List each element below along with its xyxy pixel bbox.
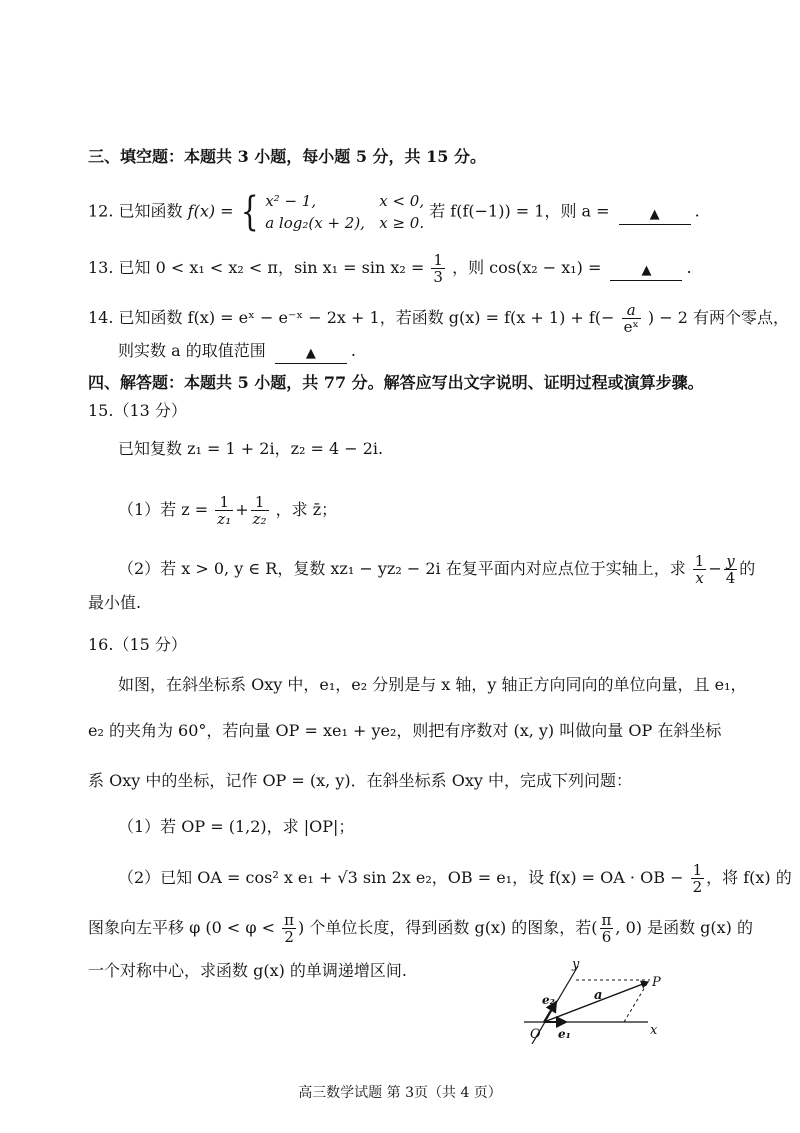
- q16-p2-c-frac-den: 2: [284, 928, 294, 946]
- q13-end: .: [686, 258, 692, 277]
- q15-p1-f2-den: z₂: [252, 510, 267, 528]
- triangle-icon: ▲: [305, 346, 316, 361]
- q15-p2-f2-num: y: [724, 553, 738, 570]
- triangle-icon: ▲: [649, 206, 660, 222]
- q12-number: 12.: [88, 201, 114, 221]
- q16-line3: 系 Oxy 中的坐标，记作 OP = (x, y)．在斜坐标系 Oxy 中，完成下列问题：: [88, 771, 632, 790]
- triangle-icon: ▲: [641, 263, 652, 278]
- q16-p2-d: ) 个单位长度，得到函数 g(x) 的图象，若(: [298, 918, 598, 937]
- q15-part1: [118, 494, 740, 527]
- q16-part2-line2: [88, 911, 753, 946]
- q16-p2-d-frac-den: 6: [601, 928, 612, 946]
- label-e2: e₂: [542, 993, 555, 1007]
- q12-case1-expr: x² − 1,: [265, 192, 317, 210]
- q12-end: .: [694, 201, 700, 221]
- q16-p2-d-frac-num: π: [601, 911, 612, 929]
- label-origin: O: [530, 1027, 541, 1042]
- q12-case2-cond: x ≥ 0.: [379, 214, 425, 232]
- q16-part2-line3: 一个对称中心，求函数 g(x) 的单调递增区间.: [88, 961, 408, 980]
- label-a: a: [594, 988, 603, 1003]
- q15-p2-f1-num: 1: [694, 552, 705, 570]
- q16-p2-c-frac: [282, 912, 296, 945]
- q12-pre: 已知函数: [118, 201, 183, 221]
- q15-p1-f2-num: 1: [251, 494, 269, 511]
- q16-p2-frac-den: 2: [692, 878, 703, 896]
- q16-part1: （1）若 OP = (1,2)，求 |OP|；: [118, 817, 355, 836]
- q13-fraction: [431, 252, 445, 285]
- q16-line2: e₂ 的夹角为 60°，若向量 OP = xe₁ + ye₂，则把有序数对 (x, y) 叫做向量 OP 在斜坐标: [88, 721, 722, 740]
- q13-number: 13.: [88, 258, 114, 277]
- q12-cases: [265, 190, 424, 234]
- q16-p2-frac-num: 1: [692, 861, 703, 879]
- question-12: [88, 190, 740, 234]
- question-14-line2: [118, 340, 740, 365]
- q16-p2-c-frac-num: π: [284, 911, 295, 929]
- q13-frac-den: 3: [433, 268, 443, 286]
- q15-p2-frac2: [724, 553, 738, 586]
- q12-answer-blank[interactable]: [619, 200, 691, 225]
- q16-p2-e: , 0) 是函数 g(x) 的: [615, 918, 753, 937]
- section4-title: 四、解答题：本题共 5 小题，共 77 分。解答应写出文字说明、证明过程或演算步骤。: [88, 373, 704, 392]
- q16-part2: [118, 861, 792, 896]
- q16-p2-c: 图象向左平移 φ (0 < φ <: [88, 918, 276, 937]
- q13-frac-num: 1: [433, 251, 443, 269]
- question-13: [88, 252, 740, 285]
- q16-head: 16.（15 分）: [88, 635, 187, 654]
- q14-answer-blank[interactable]: [275, 339, 347, 364]
- q15-p2-line2: 最小值.: [88, 593, 142, 612]
- q12-lhs: f(x) =: [187, 201, 234, 221]
- section3-title: 三、填空题：本题共 3 小题，每小题 5 分，共 15 分。: [88, 147, 486, 166]
- q15-p2-f2-den: 4: [725, 569, 736, 587]
- q13-post: ，则 cos(x₂ − x₁) =: [452, 258, 602, 277]
- dashed-parallel-right: [624, 982, 648, 1022]
- q12-case2-expr: a log₂(x + 2),: [265, 214, 365, 232]
- oblique-coordinate-figure: [520, 952, 680, 1044]
- q15-p1-plus: +: [235, 500, 249, 519]
- page-footer: 高三数学试题 第 3页（共 4 页）: [298, 1085, 502, 1101]
- q12-brace: {: [240, 189, 259, 235]
- q14-line2: 则实数 a 的取值范围: [118, 341, 266, 360]
- q15-p1-pre: （1）若 z =: [118, 500, 209, 519]
- label-x: x: [650, 1023, 658, 1038]
- q16-p2-a: （2）已知 OA = cos² x e₁ + √3 sin 2x e₂，OB = e₁，设 f(x) = OA · OB −: [118, 868, 684, 887]
- q15-given: 已知复数 z₁ = 1 + 2i，z₂ = 4 − 2i.: [118, 439, 384, 458]
- q15-p1-frac1: [215, 494, 233, 527]
- q13-pre: 已知 0 < x₁ < x₂ < π，sin x₁ = sin x₂ =: [118, 258, 425, 277]
- label-y: y: [572, 957, 580, 972]
- q14-frac-num: a: [622, 302, 641, 319]
- q15-p2-post: 的: [739, 559, 756, 578]
- q16-p2-d-frac: [600, 912, 614, 945]
- q15-p2-f1-den: x: [695, 569, 704, 587]
- q14-text: 已知函数 f(x) = eˣ − e⁻ˣ − 2x + 1，若函数 g(x) = f(x + 1) + f(−: [118, 308, 615, 327]
- q15-p1-f1-num: 1: [215, 494, 233, 511]
- q15-p1-post: ，求 z̄；: [275, 500, 338, 519]
- q15-p1-frac2: [251, 494, 269, 527]
- q14-number: 14.: [88, 308, 114, 327]
- q15-part2: [118, 552, 756, 587]
- q15-head: 15.（13 分）: [88, 401, 187, 420]
- q16-p2-frac: [691, 862, 705, 895]
- q12-condition: 若 f(f(−1)) = 1，则 a =: [429, 201, 610, 221]
- label-e1: e₁: [558, 1027, 571, 1041]
- q15-p2-frac1: [693, 553, 707, 586]
- q14-text2: ) − 2 有两个零点，: [647, 308, 789, 327]
- q13-answer-blank[interactable]: [610, 256, 682, 281]
- q12-case1-cond: x < 0,: [379, 192, 425, 210]
- q16-p2-b: ，将 f(x) 的: [706, 868, 792, 887]
- label-p: P: [652, 975, 661, 990]
- q14-frac-den: eˣ: [623, 318, 639, 336]
- q15-p2-pre: （2）若 x > 0, y ∈ R，复数 xz₁ − yz₂ − 2i 在复平面内对应点位于实轴上，求: [118, 559, 686, 578]
- q16-line1: 如图，在斜坐标系 Oxy 中，e₁，e₂ 分别是与 x 轴，y 轴正方向同向的单位向量，且 e₁，: [118, 675, 747, 694]
- q15-p1-f1-den: z₁: [217, 510, 232, 528]
- q15-p2-minus: −: [708, 559, 722, 578]
- q14-end: .: [350, 341, 356, 360]
- q14-fraction: [622, 302, 641, 335]
- question-14: [88, 301, 789, 336]
